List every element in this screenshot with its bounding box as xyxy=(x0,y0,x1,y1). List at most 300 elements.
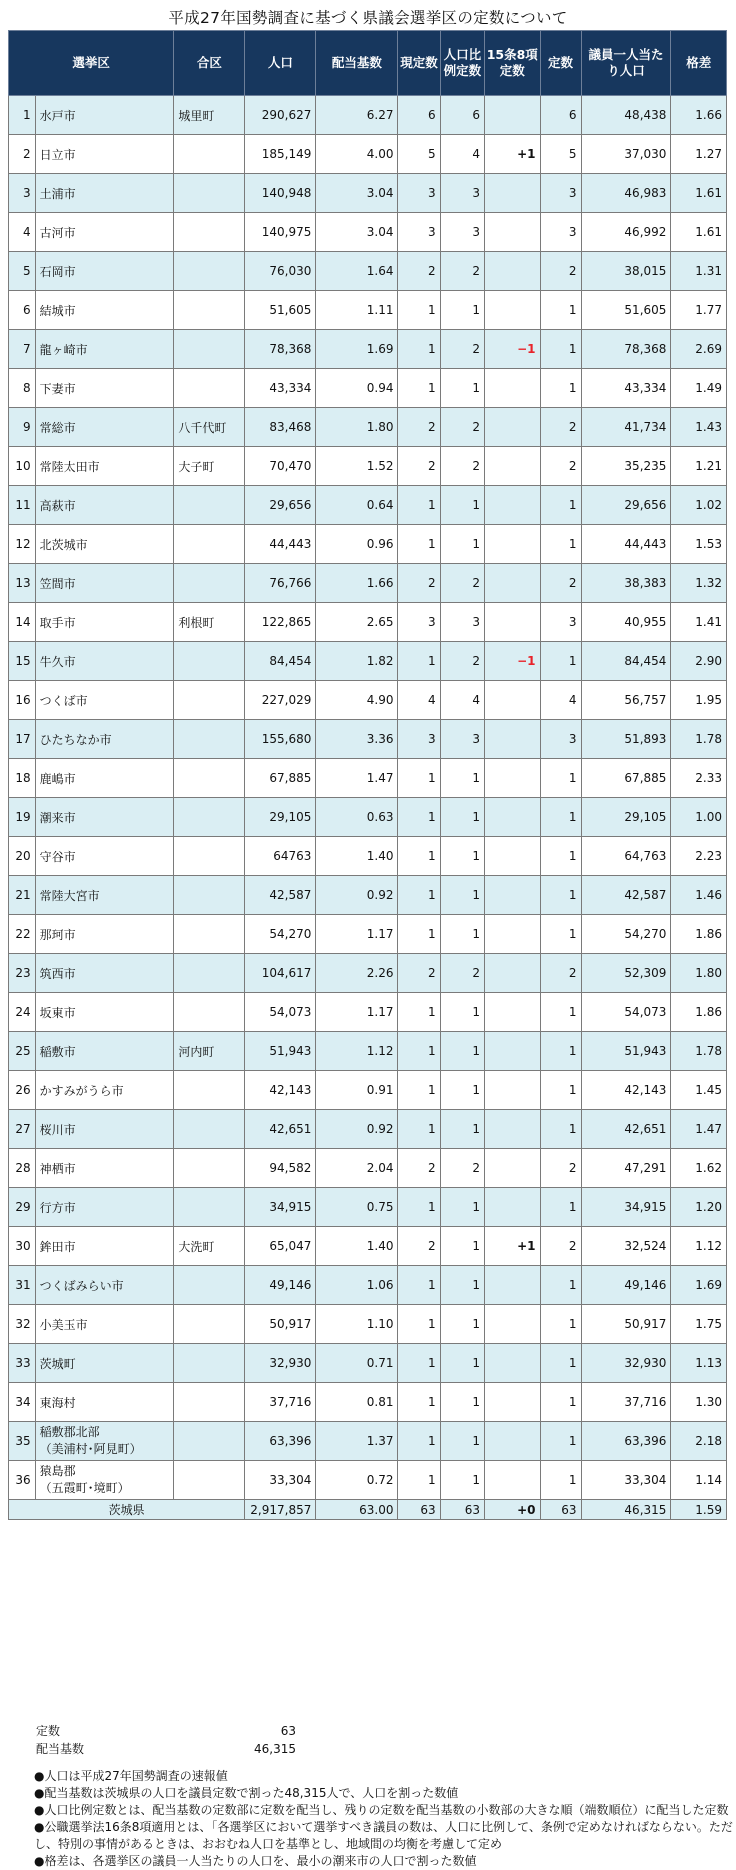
seats: 1 xyxy=(540,837,581,876)
district-name: 笠間市 xyxy=(35,564,174,603)
population: 155,680 xyxy=(245,720,316,759)
seats: 1 xyxy=(540,1344,581,1383)
district-name: つくばみらい市 xyxy=(35,1266,174,1305)
table-row xyxy=(9,1149,727,1188)
total-row xyxy=(9,1500,727,1520)
proportional-seats: 2 xyxy=(440,252,484,291)
per-member-population: 51,943 xyxy=(581,1032,671,1071)
row-number: 21 xyxy=(9,876,36,915)
district-name: 行方市 xyxy=(35,1188,174,1227)
current-seats: 5 xyxy=(398,135,440,174)
proportional-seats: 1 xyxy=(440,1227,484,1266)
population: 43,334 xyxy=(245,369,316,408)
population: 37,716 xyxy=(245,1383,316,1422)
district-name: 那珂市 xyxy=(35,915,174,954)
merged-town xyxy=(174,681,245,720)
seats: 3 xyxy=(540,213,581,252)
seats: 2 xyxy=(540,954,581,993)
article-15-8-adjustment xyxy=(485,1266,540,1305)
merged-town: 八千代町 xyxy=(174,408,245,447)
summary-row xyxy=(36,1740,296,1758)
row-number: 24 xyxy=(9,993,36,1032)
table-row xyxy=(9,837,727,876)
header-current-seats: 現定数 xyxy=(398,31,440,96)
row-number: 25 xyxy=(9,1032,36,1071)
district-name: ひたちなか市 xyxy=(35,720,174,759)
quota: 1.64 xyxy=(316,252,398,291)
row-number: 8 xyxy=(9,369,36,408)
district-name: 鉾田市 xyxy=(35,1227,174,1266)
district-name: 常総市 xyxy=(35,408,174,447)
table-row xyxy=(9,1461,727,1500)
quota: 3.36 xyxy=(316,720,398,759)
per-member-population: 84,454 xyxy=(581,642,671,681)
proportional-seats: 2 xyxy=(440,408,484,447)
population: 76,766 xyxy=(245,564,316,603)
total-population: 2,917,857 xyxy=(245,1500,316,1520)
seats: 3 xyxy=(540,720,581,759)
district-name: 小美玉市 xyxy=(35,1305,174,1344)
merged-town: 大子町 xyxy=(174,447,245,486)
quota: 2.04 xyxy=(316,1149,398,1188)
quota: 3.04 xyxy=(316,174,398,213)
per-member-population: 43,334 xyxy=(581,369,671,408)
district-name: 東海村 xyxy=(35,1383,174,1422)
merged-town xyxy=(174,993,245,1032)
article-15-8-adjustment xyxy=(485,1032,540,1071)
proportional-seats: 1 xyxy=(440,1422,484,1461)
table-row xyxy=(9,876,727,915)
proportional-seats: 2 xyxy=(440,447,484,486)
merged-town xyxy=(174,564,245,603)
row-number: 10 xyxy=(9,447,36,486)
disparity: 1.49 xyxy=(671,369,727,408)
quota: 1.11 xyxy=(316,291,398,330)
quota: 1.47 xyxy=(316,759,398,798)
per-member-population: 50,917 xyxy=(581,1305,671,1344)
merged-town xyxy=(174,1149,245,1188)
article-15-8-adjustment xyxy=(485,525,540,564)
disparity: 1.00 xyxy=(671,798,727,837)
seats: 2 xyxy=(540,252,581,291)
population: 65,047 xyxy=(245,1227,316,1266)
header-quota: 配当基数 xyxy=(316,31,398,96)
current-seats: 6 xyxy=(398,96,440,135)
header-article-15-8: 15条8項定数 xyxy=(485,31,540,96)
proportional-seats: 1 xyxy=(440,993,484,1032)
row-number: 7 xyxy=(9,330,36,369)
row-number: 23 xyxy=(9,954,36,993)
quota: 0.81 xyxy=(316,1383,398,1422)
per-member-population: 56,757 xyxy=(581,681,671,720)
disparity: 1.21 xyxy=(671,447,727,486)
per-member-population: 46,983 xyxy=(581,174,671,213)
per-member-population: 38,015 xyxy=(581,252,671,291)
note-item: ●人口比例定数とは、配当基数の定数部に定数を配当し、残りの定数を配当基数の小数部の大きな順（端数順位）に配当した定数 xyxy=(34,1803,729,1817)
district-name: 潮来市 xyxy=(35,798,174,837)
proportional-seats: 3 xyxy=(440,603,484,642)
row-number: 31 xyxy=(9,1266,36,1305)
merged-town: 利根町 xyxy=(174,603,245,642)
current-seats: 1 xyxy=(398,837,440,876)
quota: 0.96 xyxy=(316,525,398,564)
proportional-seats: 6 xyxy=(440,96,484,135)
population: 67,885 xyxy=(245,759,316,798)
current-seats: 2 xyxy=(398,1149,440,1188)
article-15-8-adjustment xyxy=(485,213,540,252)
quota: 1.40 xyxy=(316,837,398,876)
disparity: 1.69 xyxy=(671,1266,727,1305)
quota: 0.64 xyxy=(316,486,398,525)
total-per-member-population: 46,315 xyxy=(581,1500,671,1520)
disparity: 1.61 xyxy=(671,174,727,213)
per-member-population: 52,309 xyxy=(581,954,671,993)
quota: 0.72 xyxy=(316,1461,398,1500)
quota: 0.63 xyxy=(316,798,398,837)
table-row xyxy=(9,681,727,720)
seats: 1 xyxy=(540,1071,581,1110)
seats: 2 xyxy=(540,408,581,447)
current-seats: 1 xyxy=(398,1305,440,1344)
proportional-seats: 1 xyxy=(440,1305,484,1344)
note-item: ●配当基数は茨城県の人口を議員定数で割った48,315人で、人口を割った数値 xyxy=(34,1786,459,1800)
disparity: 1.62 xyxy=(671,1149,727,1188)
disparity: 1.66 xyxy=(671,96,727,135)
proportional-seats: 4 xyxy=(440,681,484,720)
merged-town xyxy=(174,1071,245,1110)
population: 78,368 xyxy=(245,330,316,369)
merged-town xyxy=(174,330,245,369)
article-15-8-adjustment xyxy=(485,408,540,447)
merged-town xyxy=(174,135,245,174)
district-name: 桜川市 xyxy=(35,1110,174,1149)
table-row xyxy=(9,798,727,837)
current-seats: 1 xyxy=(398,291,440,330)
per-member-population: 37,716 xyxy=(581,1383,671,1422)
header-population: 人口 xyxy=(245,31,316,96)
table-row xyxy=(9,603,727,642)
note-item: ●格差は、各選挙区の議員一人当たりの人口を、最小の潮来市の人口で割った数値 xyxy=(34,1854,477,1868)
district-name: 結城市 xyxy=(35,291,174,330)
seats: 3 xyxy=(540,174,581,213)
current-seats: 1 xyxy=(398,1071,440,1110)
population: 76,030 xyxy=(245,252,316,291)
merged-town: 城里町 xyxy=(174,96,245,135)
table-row xyxy=(9,525,727,564)
table-row xyxy=(9,330,727,369)
seats: 1 xyxy=(540,1461,581,1500)
district-name xyxy=(35,1461,174,1500)
current-seats: 1 xyxy=(398,1110,440,1149)
seats: 1 xyxy=(540,291,581,330)
header-per-member: 議員一人当たり人口 xyxy=(581,31,671,96)
article-15-8-adjustment xyxy=(485,837,540,876)
row-number: 28 xyxy=(9,1149,36,1188)
disparity: 2.69 xyxy=(671,330,727,369)
disparity: 2.33 xyxy=(671,759,727,798)
article-15-8-adjustment xyxy=(485,96,540,135)
table-row xyxy=(9,369,727,408)
merged-town: 大洗町 xyxy=(174,1227,245,1266)
article-15-8-adjustment xyxy=(485,369,540,408)
population: 42,143 xyxy=(245,1071,316,1110)
current-seats: 3 xyxy=(398,213,440,252)
disparity: 1.86 xyxy=(671,915,727,954)
quota: 1.82 xyxy=(316,642,398,681)
per-member-population: 42,651 xyxy=(581,1110,671,1149)
merged-town xyxy=(174,525,245,564)
district-name: 龍ヶ崎市 xyxy=(35,330,174,369)
total-current-seats: 63 xyxy=(398,1500,440,1520)
current-seats: 1 xyxy=(398,1461,440,1500)
row-number: 19 xyxy=(9,798,36,837)
per-member-population: 29,105 xyxy=(581,798,671,837)
header-seats: 定数 xyxy=(540,31,581,96)
quota: 1.10 xyxy=(316,1305,398,1344)
per-member-population: 38,383 xyxy=(581,564,671,603)
row-number: 36 xyxy=(9,1461,36,1500)
note-item: ●公職選挙法16条8項適用とは、「各選挙区において選挙すべき議員の数は、人口に比例して、条例で定めなければならない。ただし、特別の事情があるときは、おおむね人口を基準とし、地域間の均衡を考慮して定め xyxy=(34,1820,733,1851)
per-member-population: 67,885 xyxy=(581,759,671,798)
disparity: 1.20 xyxy=(671,1188,727,1227)
row-number: 9 xyxy=(9,408,36,447)
disparity: 1.45 xyxy=(671,1071,727,1110)
table-row xyxy=(9,1071,727,1110)
seats: 1 xyxy=(540,1032,581,1071)
merged-town xyxy=(174,1344,245,1383)
row-number: 26 xyxy=(9,1071,36,1110)
seats: 1 xyxy=(540,525,581,564)
merged-town xyxy=(174,291,245,330)
proportional-seats: 1 xyxy=(440,1266,484,1305)
proportional-seats: 1 xyxy=(440,759,484,798)
proportional-seats: 1 xyxy=(440,291,484,330)
article-15-8-adjustment xyxy=(485,759,540,798)
quota: 1.40 xyxy=(316,1227,398,1266)
proportional-seats: 1 xyxy=(440,1188,484,1227)
quota: 1.52 xyxy=(316,447,398,486)
seats: 3 xyxy=(540,603,581,642)
article-15-8-adjustment: −1 xyxy=(485,642,540,681)
district-name: 常陸大宮市 xyxy=(35,876,174,915)
proportional-seats: 3 xyxy=(440,213,484,252)
article-15-8-adjustment xyxy=(485,291,540,330)
row-number: 16 xyxy=(9,681,36,720)
district-name: 石岡市 xyxy=(35,252,174,291)
proportional-seats: 1 xyxy=(440,915,484,954)
current-seats: 1 xyxy=(398,1188,440,1227)
proportional-seats: 1 xyxy=(440,525,484,564)
merged-town xyxy=(174,876,245,915)
proportional-seats: 3 xyxy=(440,720,484,759)
current-seats: 2 xyxy=(398,564,440,603)
population: 70,470 xyxy=(245,447,316,486)
seats: 4 xyxy=(540,681,581,720)
per-member-population: 44,443 xyxy=(581,525,671,564)
district-name-line: 猿島郡 xyxy=(39,1464,76,1478)
total-adjustment: +0 xyxy=(485,1500,540,1520)
proportional-seats: 4 xyxy=(440,135,484,174)
district-name: つくば市 xyxy=(35,681,174,720)
table-row xyxy=(9,1110,727,1149)
disparity: 1.12 xyxy=(671,1227,727,1266)
disparity: 1.53 xyxy=(671,525,727,564)
article-15-8-adjustment xyxy=(485,1110,540,1149)
seats: 1 xyxy=(540,993,581,1032)
district-table xyxy=(8,30,727,1520)
per-member-population: 34,915 xyxy=(581,1188,671,1227)
article-15-8-adjustment: +1 xyxy=(485,135,540,174)
quota: 4.90 xyxy=(316,681,398,720)
population: 94,582 xyxy=(245,1149,316,1188)
quota: 1.37 xyxy=(316,1422,398,1461)
quota: 2.65 xyxy=(316,603,398,642)
proportional-seats: 2 xyxy=(440,642,484,681)
seats: 1 xyxy=(540,1305,581,1344)
quota: 1.17 xyxy=(316,993,398,1032)
table-row xyxy=(9,993,727,1032)
merged-town xyxy=(174,252,245,291)
disparity: 1.27 xyxy=(671,135,727,174)
table-row xyxy=(9,564,727,603)
table-row xyxy=(9,96,727,135)
proportional-seats: 2 xyxy=(440,564,484,603)
proportional-seats: 2 xyxy=(440,954,484,993)
current-seats: 1 xyxy=(398,1422,440,1461)
table-row xyxy=(9,1344,727,1383)
merged-town xyxy=(174,174,245,213)
quota: 1.66 xyxy=(316,564,398,603)
population: 84,454 xyxy=(245,642,316,681)
table-row xyxy=(9,915,727,954)
current-seats: 1 xyxy=(398,798,440,837)
seats: 2 xyxy=(540,1227,581,1266)
total-seats: 63 xyxy=(540,1500,581,1520)
population: 50,917 xyxy=(245,1305,316,1344)
per-member-population: 29,656 xyxy=(581,486,671,525)
row-number: 32 xyxy=(9,1305,36,1344)
current-seats: 2 xyxy=(398,252,440,291)
seats: 6 xyxy=(540,96,581,135)
population: 290,627 xyxy=(245,96,316,135)
seats: 1 xyxy=(540,1110,581,1149)
table-row xyxy=(9,720,727,759)
per-member-population: 64,763 xyxy=(581,837,671,876)
disparity: 2.90 xyxy=(671,642,727,681)
current-seats: 4 xyxy=(398,681,440,720)
population: 227,029 xyxy=(245,681,316,720)
disparity: 1.86 xyxy=(671,993,727,1032)
district-name: 筑西市 xyxy=(35,954,174,993)
row-number: 27 xyxy=(9,1110,36,1149)
district-name: 鹿嶋市 xyxy=(35,759,174,798)
per-member-population: 49,146 xyxy=(581,1266,671,1305)
seats: 1 xyxy=(540,798,581,837)
article-15-8-adjustment xyxy=(485,486,540,525)
proportional-seats: 2 xyxy=(440,330,484,369)
merged-town xyxy=(174,1188,245,1227)
row-number: 33 xyxy=(9,1344,36,1383)
total-label: 茨城県 xyxy=(9,1500,245,1520)
per-member-population: 78,368 xyxy=(581,330,671,369)
population: 83,468 xyxy=(245,408,316,447)
population: 44,443 xyxy=(245,525,316,564)
per-member-population: 54,270 xyxy=(581,915,671,954)
disparity: 1.30 xyxy=(671,1383,727,1422)
row-number: 34 xyxy=(9,1383,36,1422)
seats: 1 xyxy=(540,915,581,954)
quota: 0.92 xyxy=(316,1110,398,1149)
article-15-8-adjustment xyxy=(485,1071,540,1110)
merged-town xyxy=(174,1383,245,1422)
disparity: 1.75 xyxy=(671,1305,727,1344)
district-name: 古河市 xyxy=(35,213,174,252)
current-seats: 1 xyxy=(398,330,440,369)
row-number: 12 xyxy=(9,525,36,564)
per-member-population: 51,893 xyxy=(581,720,671,759)
row-number: 20 xyxy=(9,837,36,876)
article-15-8-adjustment xyxy=(485,915,540,954)
per-member-population: 37,030 xyxy=(581,135,671,174)
summary-value: 46,315 xyxy=(254,1742,296,1756)
proportional-seats: 1 xyxy=(440,876,484,915)
article-15-8-adjustment xyxy=(485,993,540,1032)
total-quota: 63.00 xyxy=(316,1500,398,1520)
table-row xyxy=(9,759,727,798)
population: 64763 xyxy=(245,837,316,876)
seats: 1 xyxy=(540,330,581,369)
district-name: 神栖市 xyxy=(35,1149,174,1188)
district-subname-line: （五霞町･境町） xyxy=(39,1481,130,1495)
article-15-8-adjustment: −1 xyxy=(485,330,540,369)
row-number: 11 xyxy=(9,486,36,525)
summary-label: 配当基数 xyxy=(36,1742,85,1756)
summary-row xyxy=(36,1722,296,1740)
table-row xyxy=(9,174,727,213)
article-15-8-adjustment xyxy=(485,1461,540,1500)
proportional-seats: 1 xyxy=(440,486,484,525)
population: 140,948 xyxy=(245,174,316,213)
disparity: 1.13 xyxy=(671,1344,727,1383)
merged-town xyxy=(174,213,245,252)
district-name: 常陸太田市 xyxy=(35,447,174,486)
merged-town xyxy=(174,1110,245,1149)
current-seats: 1 xyxy=(398,642,440,681)
table-row xyxy=(9,1383,727,1422)
current-seats: 1 xyxy=(398,993,440,1032)
per-member-population: 48,438 xyxy=(581,96,671,135)
disparity: 1.61 xyxy=(671,213,727,252)
current-seats: 3 xyxy=(398,603,440,642)
population: 34,915 xyxy=(245,1188,316,1227)
current-seats: 1 xyxy=(398,915,440,954)
row-number: 13 xyxy=(9,564,36,603)
row-number: 30 xyxy=(9,1227,36,1266)
table-row xyxy=(9,1188,727,1227)
merged-town: 河内町 xyxy=(174,1032,245,1071)
row-number: 1 xyxy=(9,96,36,135)
total-disparity: 1.59 xyxy=(671,1500,727,1520)
table-row xyxy=(9,954,727,993)
quota: 4.00 xyxy=(316,135,398,174)
quota: 6.27 xyxy=(316,96,398,135)
district-name: 日立市 xyxy=(35,135,174,174)
table-row xyxy=(9,486,727,525)
table-row xyxy=(9,291,727,330)
per-member-population: 42,143 xyxy=(581,1071,671,1110)
quota: 1.17 xyxy=(316,915,398,954)
district-name: 高萩市 xyxy=(35,486,174,525)
